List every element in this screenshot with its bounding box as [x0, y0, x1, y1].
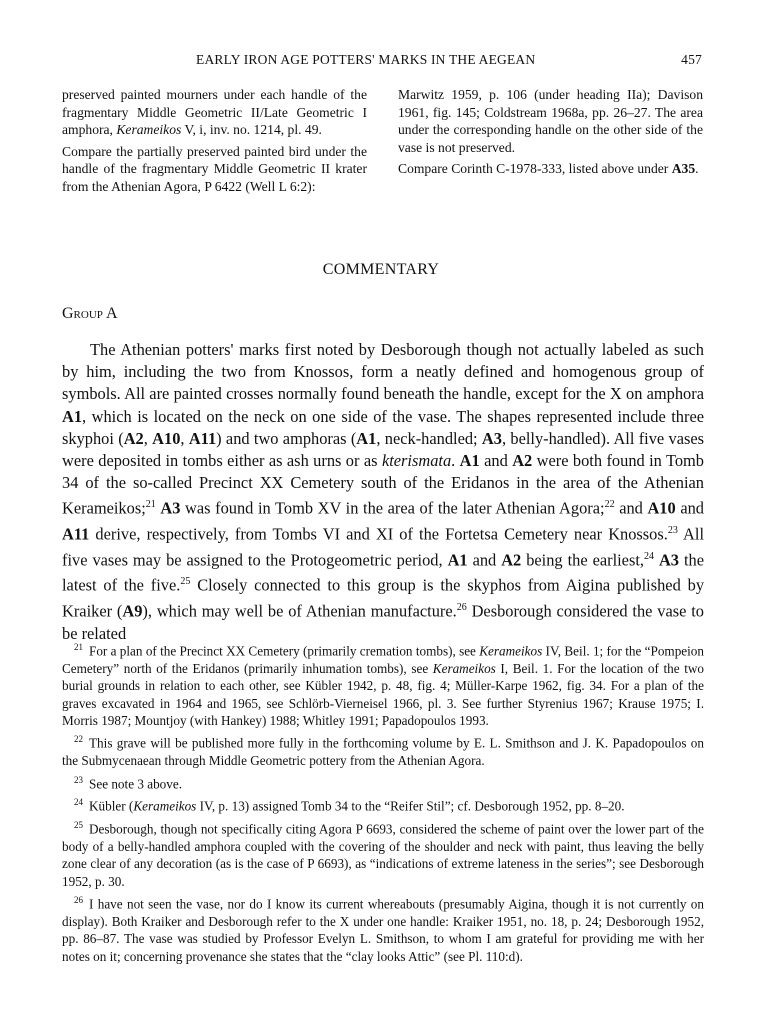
footnote-ref: 21 — [145, 499, 156, 511]
text-run: IV, Beil. 1; for the “Pompeion Cemetery” north of the Eridanos (primarily inhumation tombs), see — [62, 643, 704, 676]
footnote-number: 21 — [74, 642, 83, 652]
commentary-body — [62, 339, 704, 645]
text-run: Desborough considered the vase to be related — [62, 601, 704, 643]
italic-term: Kerameikos — [432, 660, 496, 676]
body-paragraph — [62, 339, 704, 645]
catalogue-paragraph: preserved painted mourners under each handle of the fragmentary Middle Geometric II/Late Geometric I amphora, Kerameikos V, i, inv. no. 1214, pl. 49. — [62, 87, 367, 138]
footnote-number: 26 — [74, 895, 83, 906]
text-run: IV, p. 13) assigned Tomb 34 to the “Reifer Stil”; cf. Desborough 1952, pp. 8–20. — [196, 798, 625, 814]
catalogue-right-column — [398, 86, 703, 182]
footnote — [62, 731, 704, 769]
text-run: , — [143, 428, 153, 448]
vase-id: A11 — [62, 524, 90, 544]
text-run: All five vases may be assigned to the Protogeometric period, — [62, 524, 704, 570]
text-run: , belly-handled). All five vases were deposited in tombs either as ash urns or as — [62, 428, 705, 471]
text-run: , — [180, 428, 189, 448]
footnote-number: 22 — [74, 734, 83, 745]
text-run: ), which may well be of Athenian manufacture. — [142, 601, 457, 621]
page-number: 457 — [681, 52, 702, 67]
text-run: Closely connected to this group is the skyphos from Aigina published by Kraiker ( — [62, 575, 705, 621]
text-run: , which is located on the neck on one side of the vase. The shapes represented include three skyphoi ( — [62, 406, 704, 448]
text-run: ) and two amphoras ( — [216, 428, 357, 448]
group-heading: Group A — [62, 305, 118, 322]
running-head-title: EARLY IRON AGE POTTERS' MARKS IN THE AEGEAN — [196, 52, 536, 67]
text-run: See note 3 above. — [89, 776, 183, 792]
vase-id: A2 — [123, 428, 144, 448]
vase-id: A1 — [62, 406, 83, 426]
text-run: being the earliest, — [521, 550, 644, 570]
text-run: derive, respectively, from Tombs VI and XI of the Fortetsa Cemetery near Knossos. — [89, 524, 668, 544]
text-run: For a plan of the Precinct XX Cemetery (primarily cremation tombs), see — [89, 643, 480, 659]
text-run: I, Beil. 1. For the location of the two burial grounds in relation to each other, see Kübler 1942, p. 48, fig. 4; Müller-Karpe 1962, fig. 34. For a plan of the graves excavated in 1964 and 1965, see Schlörb-Vierneisel 1966, pl. 3. See further Styrenius 1967; Krause 1975; I. Morris 1987; Mountjoy (with Hankey) 1988; Whitley 1991; Papadopoulos 1993. — [62, 660, 704, 729]
italic-term: Kerameikos — [133, 798, 197, 814]
footnote — [62, 772, 704, 793]
vase-id: A3 — [658, 550, 680, 570]
vase-id: A11 — [188, 428, 217, 448]
vase-id: A1 — [459, 451, 480, 471]
vase-id: A3 — [481, 428, 502, 448]
italic-term: Kerameikos — [479, 643, 543, 659]
vase-id: A2 — [501, 550, 522, 570]
vase-id: A9 — [122, 601, 143, 621]
footnote-ref: 26 — [456, 602, 467, 614]
footnotes — [62, 639, 704, 967]
text-run: , neck-handled; — [376, 428, 482, 448]
footnote-ref: 25 — [180, 576, 191, 588]
catalogue-paragraph: Compare Corinth C-1978-333, listed above under A35. — [398, 161, 699, 177]
vase-id: A3 — [160, 498, 181, 518]
catalogue-left-column — [62, 86, 367, 200]
text-run: the latest of the five. — [62, 550, 704, 595]
text-run: and — [467, 550, 502, 570]
footnote-number: 23 — [74, 774, 83, 785]
footnote-ref: 22 — [604, 499, 615, 511]
text-run: Desborough, though not specifically citing Agora P 6693, considered the scheme of paint over the lower part of the body of a belly-handled amphora coupled with the covering of the shoulder and neck with paint, thus leaving the belly zone clear of any decoration (as is the case of P 6693), as “indications of extreme lateness in the series”; see Desborough 1952, p. 30. — [62, 821, 704, 889]
footnote — [62, 892, 704, 965]
text-run: . — [451, 451, 460, 471]
section-heading: COMMENTARY — [322, 261, 440, 278]
text-run: Kübler ( — [89, 798, 134, 814]
text-run: were both found in Tomb 34 of the so-called Precinct XX Cemetery south of the Eridanos in the area of the Athenian Kerameikos; — [62, 451, 704, 518]
vase-id: A10 — [647, 498, 676, 518]
vase-id: A1 — [356, 428, 377, 448]
text-run: and — [614, 498, 648, 518]
vase-id: A2 — [512, 451, 533, 471]
footnote-number: 24 — [74, 797, 83, 808]
footnote-number: 25 — [74, 820, 83, 831]
footnote — [62, 794, 704, 815]
vase-id: A1 — [447, 550, 468, 570]
text-run: I have not seen the vase, nor do I know its current whereabouts (presumably Aigina, though it is not currently on display). Both Kraiker and Desborough refer to the X under one handle: Kraiker 1951, no. 18, p. 24; Desborough 1952, pp. 86–87. The vase was studied by Professor Evelyn L. Smithson, to whom I am grateful for providing me with her notes on it; concerning provenance she states that the “clay looks Attic” (see Pl. 110:d). — [62, 896, 704, 964]
text-run: and — [675, 498, 704, 518]
footnote-ref: 23 — [667, 525, 678, 537]
text-run: This grave will be published more fully in the forthcoming volume by E. L. Smithson and J. K. Papadopoulos on the Submycenaean through Middle Geometric pottery from the Athenian Agora. — [62, 735, 704, 769]
footnote — [62, 639, 704, 729]
text-run: was found in Tomb XV in the area of the later Athenian Agora; — [180, 498, 605, 518]
footnote-ref: 24 — [644, 550, 654, 562]
text-run: and — [479, 451, 513, 471]
footnote — [62, 817, 704, 890]
catalogue-paragraph: Marwitz 1959, p. 106 (under heading IIa); Davison 1961, fig. 145; Coldstream 1968a, pp. 26–27. The area under the corresponding handle on the other side of the vase is not preserved. — [398, 87, 703, 155]
catalogue-paragraph: Compare the partially preserved painted bird under the handle of the fragmentary Middle Geometric II krater from the Athenian Agora, P 6422 (Well L 6:2): — [62, 143, 367, 194]
vase-id: A10 — [152, 428, 181, 448]
text-run: The Athenian potters' marks first noted by Desborough though not actually labeled as such by him, including the two from Knossos, form a neatly defined and homogenous group of symbols. All are painted crosses normally found beneath the handle, except for the X on amphora — [62, 340, 704, 404]
italic-term: kterismata — [381, 451, 452, 471]
